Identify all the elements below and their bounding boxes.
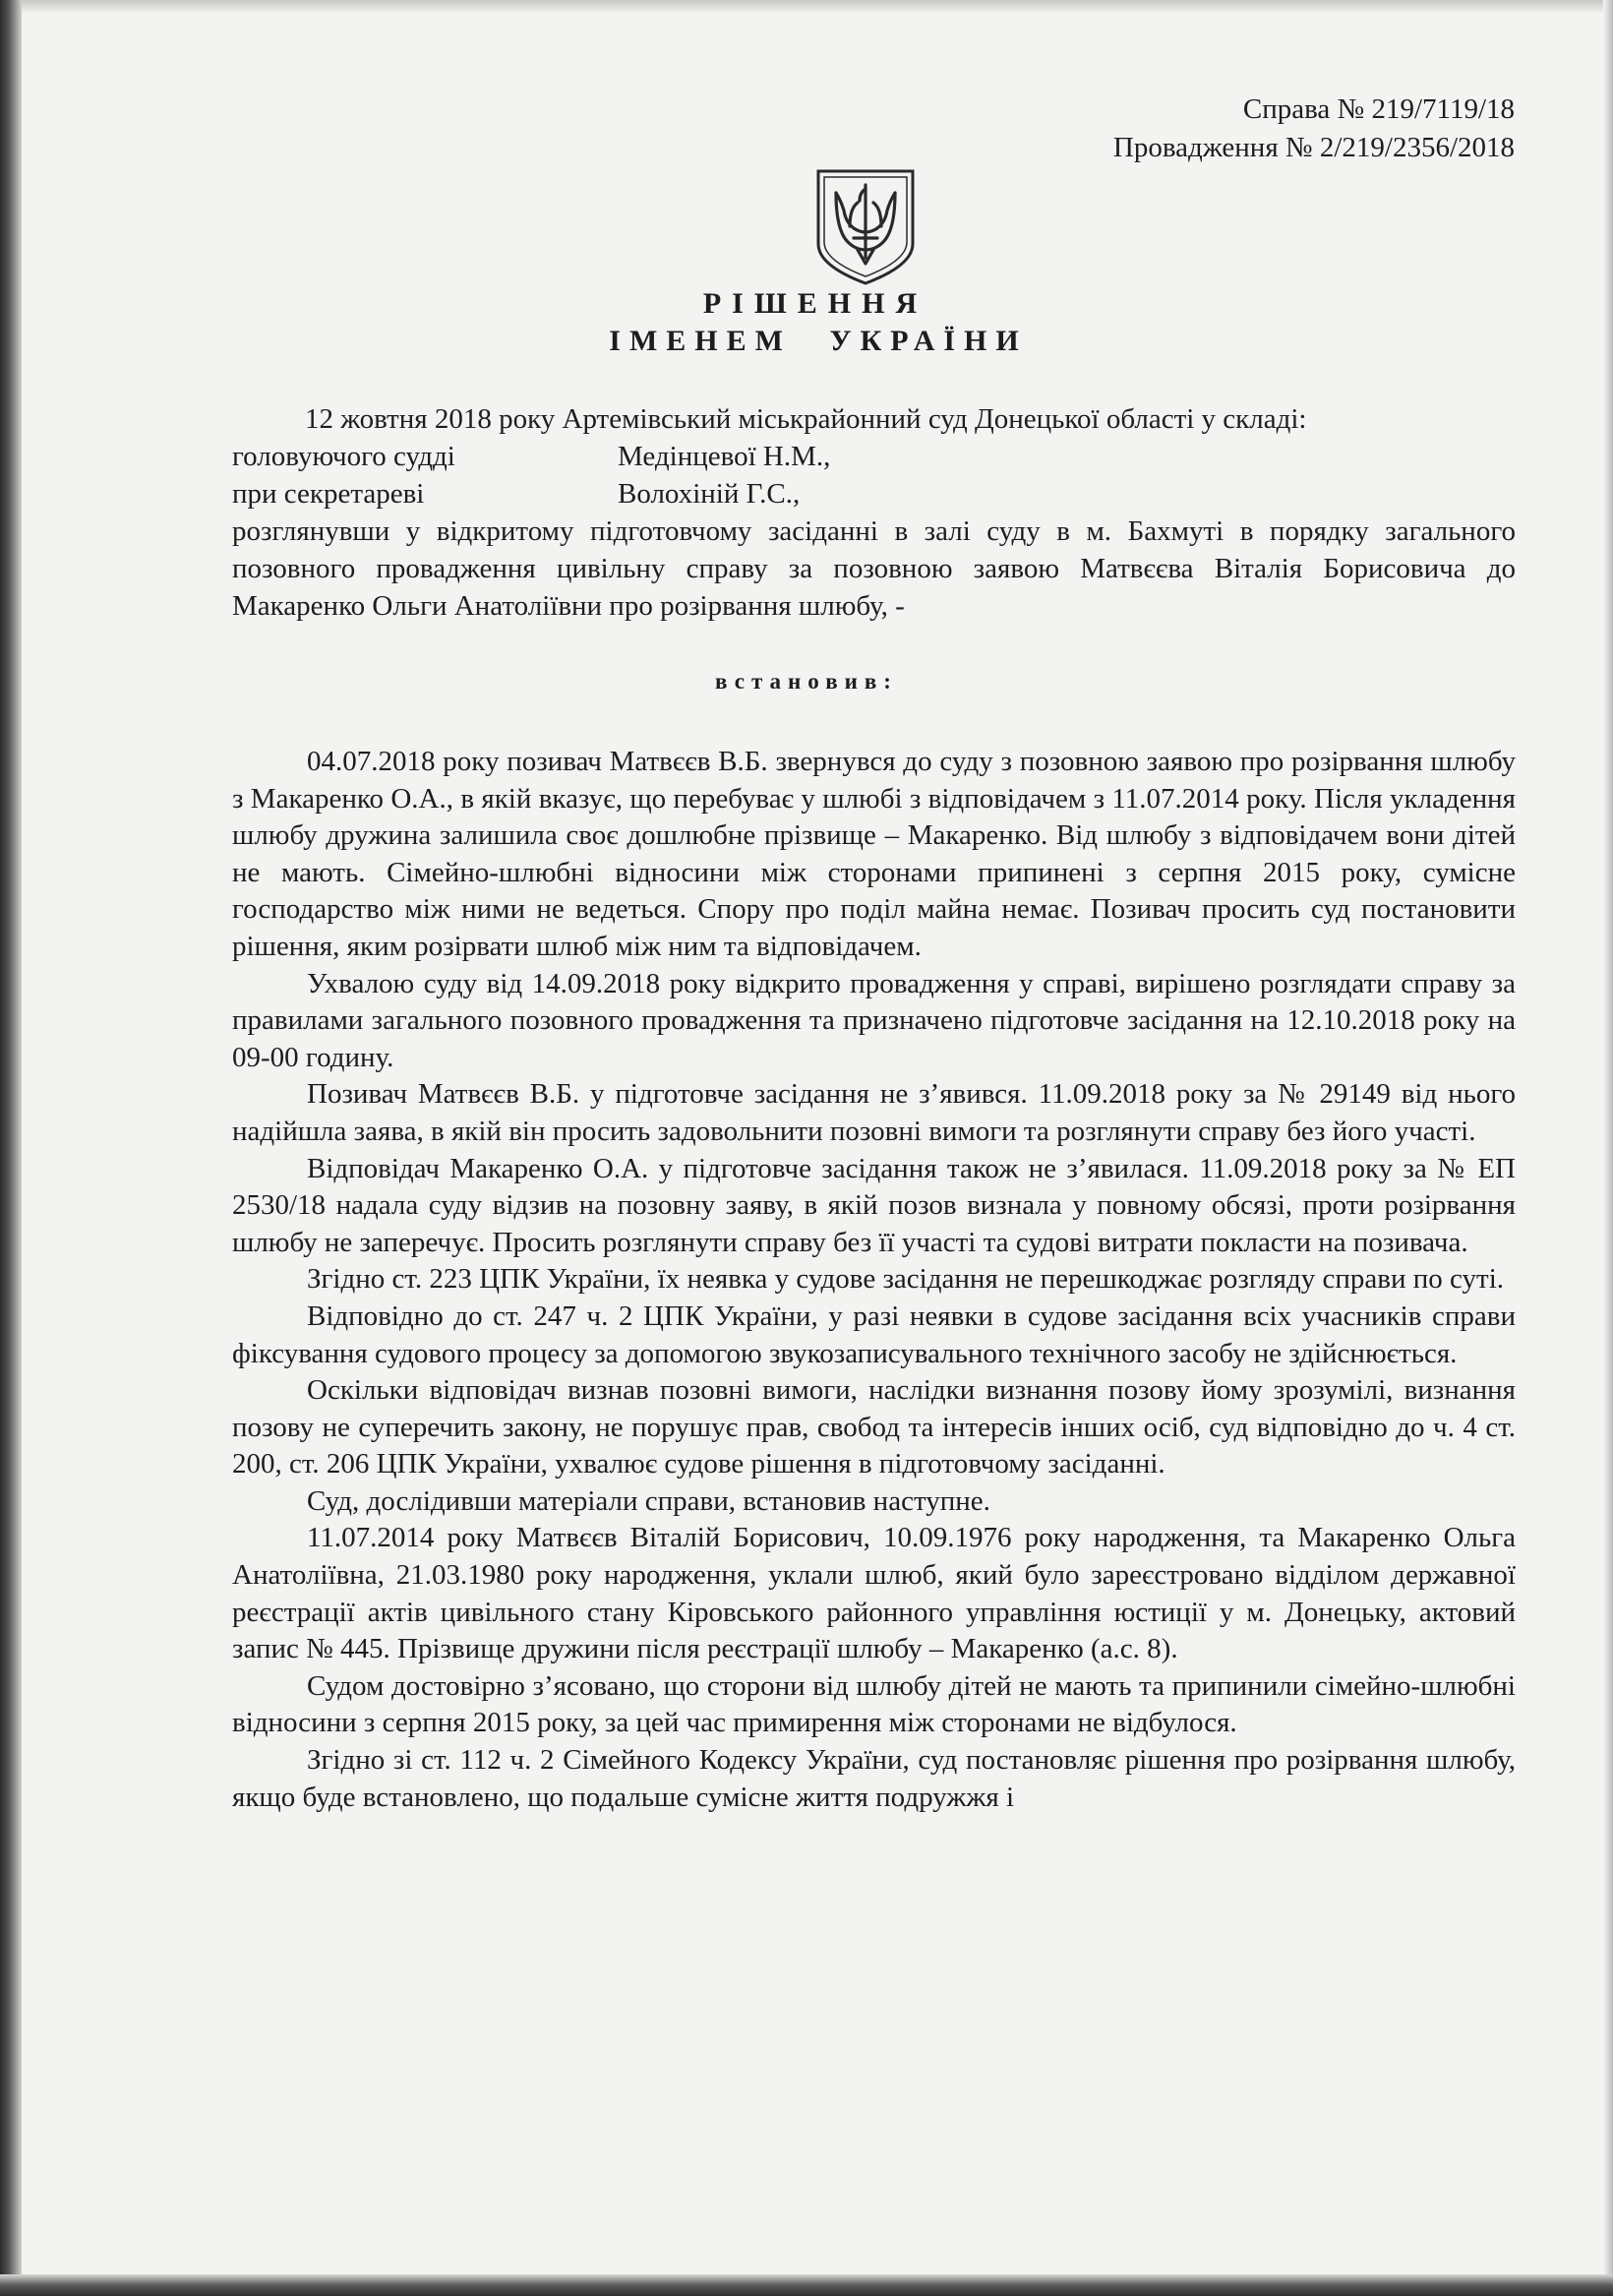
paragraph: Згідно зі ст. 112 ч. 2 Сімейного Кодексу України, суд постановляє рішення про розірвання шлюбу, якщо буде встановлено, що подальше сумісне життя подружжя і xyxy=(232,1744,1516,1813)
judge-name: Медінцевої Н.М., xyxy=(618,441,831,472)
judge-row xyxy=(232,438,1516,475)
proceeding-number: Провадження № 2/219/2356/2018 xyxy=(1112,132,1515,163)
paragraph: 11.07.2014 року Матвєєв Віталій Борисович, 10.09.1976 року народження, та Макаренко Ольга Анатоліївна, 21.03.1980 року народження, уклали шлюб, який було зареєстровано відділом державної реєстрації актів цивільного стану Кіровського районного управління юстиції у м. Донецьку, актовий запис № 445. Прізвище дружини після реєстрації шлюбу – Макаренко (а.с. 8). xyxy=(232,1522,1516,1665)
paragraph: Відповідно до ст. 247 ч. 2 ЦПК України, у разі неявки в судове засідання всіх учасників справи фіксування судового процесу за допомогою звукозаписувального технічного засобу не здійснюється. xyxy=(232,1299,1516,1369)
intro-first-line: 12 жовтня 2018 року Артемівський міськрайонний суд Донецької області у складі: xyxy=(305,403,1307,435)
paragraph: 04.07.2018 року позивач Матвєєв В.Б. звернувся до суду з позовною заявою про розірвання шлюбу з Макаренко О.А., в якій вказує, що перебуває у шлюбі з відповідачем з 11.07.2014 року. Після укладення шлюбу дружина залишила своє дошлюбне прізвище – Макаренко. Від шлюбу з відповідачем вони дітей не мають. Сімейно-шлюбні відносини між сторонами припинені з серпня 2015 року, сумісне господарство між ними не ведеться. Спору про поділ майна немає. Позивач просить суд постановити рішення, яким розірвати шлюб між ним та відповідачем. xyxy=(232,746,1516,962)
paragraph: Позивач Матвєєв В.Б. у підготовче засідання не з’явився. 11.09.2018 року за № 29149 від нього надійшла заява, в якій він просить задовольнити позовні вимоги та розглянути справу без його участі. xyxy=(232,1078,1516,1147)
paragraph: Ухвалою суду від 14.09.2018 року відкрито провадження у справі, вирішено розглядати справу за правилами загального позовного провадження та призначено підготовче засідання на 12.10.2018 року на 09-00 годину. xyxy=(232,967,1516,1073)
decision-body xyxy=(232,744,1516,1816)
decision-title xyxy=(0,285,1613,360)
intro-block xyxy=(232,400,1516,625)
title-decision: РІШЕННЯ xyxy=(702,287,928,320)
paragraph: Суд, дослідивши матеріали справи, встановив наступне. xyxy=(307,1484,990,1517)
section-heading-established: встановив: xyxy=(715,669,898,694)
scan-edge-top xyxy=(0,0,1613,14)
paragraph: Судом достовірно з’ясовано, що сторони від шлюбу дітей не мають та припинили сімейно-шлюбні відносини з серпня 2015 року, за цей час примирення між сторонами не відбулося. xyxy=(232,1669,1516,1739)
trident-coat-of-arms-icon xyxy=(814,167,917,287)
judge-label: головуючого судді xyxy=(232,441,455,472)
case-number: Справа № 219/7119/18 xyxy=(1242,93,1515,125)
secretary-name: Волохіній Г.С., xyxy=(618,478,801,510)
case-info xyxy=(1113,91,1515,167)
paragraph: Оскільки відповідач визнав позовні вимоги, наслідки визнання позову йому зрозумілі, визнання позову не суперечить закону, не порушує прав, свобод та інтересів інших осіб, суд відповідно до ч. 4 ст. 200, ст. 206 ЦПК України, ухвалює судове рішення в підготовчому засіданні. xyxy=(232,1374,1516,1480)
secretary-label: при секретареві xyxy=(232,478,425,510)
paragraph: Відповідач Макаренко О.А. у підготовче засідання також не з’явилася. 11.09.2018 року за № ЕП 2530/18 надала суду відзив на позовну заяву, в якій позов визнала у повному обсязі, проти розірвання шлюбу не заперечує. Просить розглянути справу без її участі та судові витрати покласти на позивача. xyxy=(232,1152,1516,1258)
scan-edge-bottom xyxy=(0,2274,1613,2296)
intro-considered: розглянувши у відкритому підготовчому засіданні в залі суду в м. Бахмуті в порядку загального позовного провадження цивільну справу за позовною заявою Матвєєва Віталія Борисовича до Макаренко Ольги Анатоліївни про розірвання шлюбу, - xyxy=(232,515,1516,622)
secretary-row xyxy=(232,475,1516,513)
paragraph: Згідно ст. 223 ЦПК України, їх неявка у судове засідання не перешкоджає розгляду справи по суті. xyxy=(307,1263,1504,1296)
title-in-name-of-ukraine: ІМЕНЕМ УКРАЇНИ xyxy=(609,325,1028,357)
